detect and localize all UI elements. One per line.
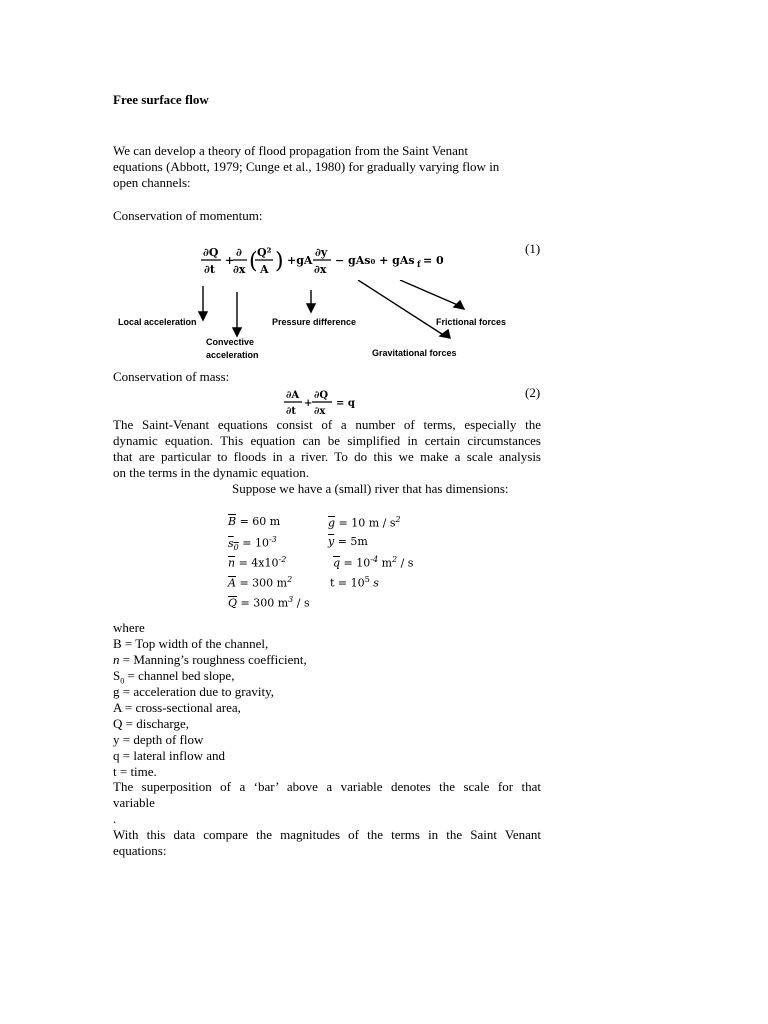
svg-text:f: f xyxy=(417,259,421,269)
label-convective-2: acceleration xyxy=(206,350,259,360)
intro-line-3: open channels: xyxy=(113,175,191,190)
svg-text:∂A: ∂A xyxy=(286,390,300,401)
momentum-equation xyxy=(195,240,455,280)
dim-y: $\overline{y} = 5m$ xyxy=(328,535,368,548)
mass-heading: Conservation of mass: xyxy=(113,369,230,384)
bar-note-line-1: The superposition of a ‘bar’ above a variable denotes the scale for that xyxy=(113,779,541,794)
dim-n: $\overline{n} = 4x10^{-2}$ xyxy=(228,555,287,570)
dim-s0: $s_0 = 10^{-3}$ xyxy=(228,535,277,552)
svg-text:Q²: Q² xyxy=(257,246,272,259)
svg-text:∂: ∂ xyxy=(236,246,242,259)
svg-text:∂x: ∂x xyxy=(314,406,326,417)
para-line-4: on the terms in the dynamic equation. xyxy=(113,465,310,480)
svg-text:∂Q: ∂Q xyxy=(314,390,329,401)
def-n: n = Manning’s roughness coefficient, xyxy=(113,652,307,667)
svg-text:+: + xyxy=(225,254,235,267)
dot-line: . xyxy=(113,811,117,826)
svg-text:+gA: +gA xyxy=(287,254,313,267)
def-t: t = time. xyxy=(113,764,157,779)
def-s0: $S_0$ = channel bed slope, xyxy=(113,668,235,686)
svg-text:∂t: ∂t xyxy=(286,406,296,417)
intro-line-1: We can develop a theory of flood propagation from the Saint Venant xyxy=(113,143,469,158)
page-title: Free surface flow xyxy=(113,92,209,107)
label-convective-1: Convective xyxy=(206,337,255,347)
label-pressure-difference: Pressure difference xyxy=(272,317,357,327)
svg-text:∂Q: ∂Q xyxy=(203,246,219,259)
dim-q: $\overline{q} = 10^{-4}$ $m^2$ / s xyxy=(333,555,414,570)
svg-text:= q: = q xyxy=(336,398,355,409)
bar-note-line-2: variable xyxy=(113,795,155,810)
equation-1-number: (1) xyxy=(525,241,541,256)
svg-text:∂t: ∂t xyxy=(204,263,215,276)
svg-text:): ) xyxy=(275,249,284,274)
para-line-1: The Saint-Venant equations consist of a number of terms, especially the xyxy=(113,417,541,432)
svg-text:∂y: ∂y xyxy=(315,246,328,259)
svg-text:= 0: = 0 xyxy=(423,254,444,267)
def-y: y = depth of flow xyxy=(113,732,204,747)
svg-text:+: + xyxy=(304,398,313,409)
compare-line-1: With this data compare the magnitudes of the terms in the Saint Venant xyxy=(113,827,541,842)
para-line-3: that are particular to floods in a river. To do this we make a scale analysis xyxy=(113,449,541,464)
where-label: where xyxy=(113,620,145,635)
intro-line-2: equations (Abbott, 1979; Cunge et al., 1980) for gradually varying flow in xyxy=(113,159,500,174)
svg-text:A: A xyxy=(260,263,269,276)
dim-t: $t = 10^5$ s xyxy=(330,575,379,590)
label-gravitational-forces: Gravitational forces xyxy=(372,348,457,358)
para-line-2: dynamic equation. This equation can be simplified in certain circumstances xyxy=(113,433,541,448)
def-g: g = acceleration due to gravity, xyxy=(113,684,274,699)
def-A: A = cross-sectional area, xyxy=(113,700,241,715)
dim-Q: $\overline{Q} = 300$ $m^3$ / s xyxy=(228,595,310,610)
svg-text:∂x: ∂x xyxy=(314,263,327,276)
dim-A: $\overline{A} = 300$ $m^2$ xyxy=(228,575,293,590)
def-Q: Q = discharge, xyxy=(113,716,190,731)
svg-text:− gAs₀ + gAs: − gAs₀ + gAs xyxy=(335,254,415,267)
svg-text:∂x: ∂x xyxy=(233,263,246,276)
dim-g: $\overline{g} = 10$ m / $s^2$ xyxy=(328,515,401,530)
compare-line-2: equations: xyxy=(113,843,167,858)
def-q: q = lateral inflow and xyxy=(113,748,226,763)
suppose-line: Suppose we have a (small) river that has dimensions: xyxy=(232,481,509,496)
momentum-heading: Conservation of momentum: xyxy=(113,208,263,223)
def-B: B = Top width of the channel, xyxy=(113,636,269,651)
label-frictional-forces: Frictional forces xyxy=(436,317,507,327)
equation-2-number: (2) xyxy=(525,385,541,400)
dim-B: $\overline{B} = 60$ m xyxy=(228,515,281,528)
label-local-acceleration: Local acceleration xyxy=(118,317,197,327)
svg-text:(: ( xyxy=(249,249,258,274)
equation-1-arrows xyxy=(110,280,530,340)
